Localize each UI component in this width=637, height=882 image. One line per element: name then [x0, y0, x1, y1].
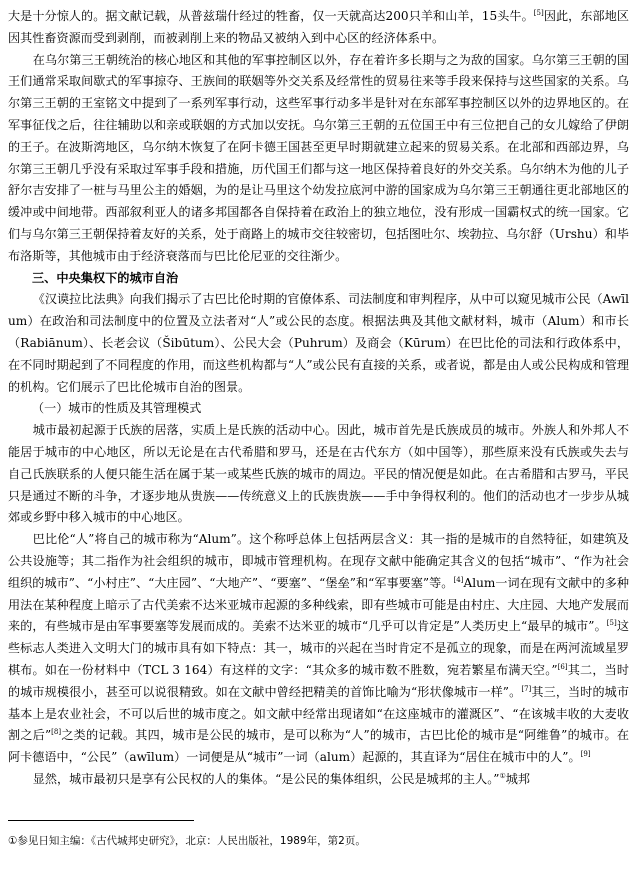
section-heading: 三、中央集权下的城市自治 — [32, 270, 179, 285]
subsection-heading: （一）城市的性质及其管理模式 — [32, 401, 202, 416]
citation-9: [9] — [580, 750, 591, 759]
footnote: ①参见日知主编：《古代城邦史研究》，北京：人民出版社，1989年，第2页。 — [8, 835, 366, 847]
paragraph-city-origin: 城市最初起源于氏族的居落，实质上是氏族的活动中心。因此，城市首先是氏族成员的城市。外族人和外邦人不能居于城市的中心地区，所以无论是在古代希腊和罗马，还是在古代东方（如中国等），那些原来没有氏族或失去与自己氏族联系的人便只能生活在属于某一或某些氏族的城市的周边。平民的情况便是如此。在古希腊和古罗马，平民只是通过不断的斗争，才逐步地从贵族——传统意义上的氏族贵族——手中争得权利的。他们的活动也才一步步从城郊或乡野中移入城市的中心地区。 — [8, 423, 629, 525]
citation-8: [8] — [51, 728, 62, 737]
paragraph-alum: 巴比伦“人”将自己的城市称为“Alum”。这个称呼总体上包括两层含义：其一指的是城市的自然特征，如建筑及公共设施等；其二指作为社会组织的城市，即城市管理机构。在现存文献中能确定其含义的包括“城市”、“作为社会组织的城市”、“小村庄”、“大庄园”、“大地产”、“要塞”、“堡垒”和“军事要塞”等。[4]Alum一词在现有文献中的多种用法在某种程度上暗示了古代美索不达米亚城市起源的多种线索，即有些城市可能是由村庄、大庄园、大地产发展而来的，有些城市是由军事要塞等发展而成的。美索不达米亚的城市“几乎可以肯定是”人类历史上“最早的城市”。[5]这些标志人类进入文明大门的城市具有如下特点：其一，城市的兴起在当时肯定不是孤立的现象，而是在两河流域星罗棋布。如在一份材料中（TCL 3 164）有这样的文字：“其众多的城市数不胜数，宛若繁星布满天空。”[6]其二，当时的城市规模很小，甚至可以说很精致。如在文献中曾经把精美的首饰比喻为“形状像城市一样”。[7]其三，当时的城市基本上是农业社会，不可以后世的城市度之。如文献中经常出现诸如“在这座城市的灌溉区”、“在该城丰收的大麦收割之后”[8]之类的记载。其四，城市是公民的城市，是可以称为“人”的城市，古巴比伦的城市是“阿维鲁”的城市。在阿卡德语中，“公民”（awīlum）一词便是从“城市”一词（alum）起源的，其直译为“居住在城市中的人”。[9] — [8, 532, 629, 765]
citation-7: [7] — [521, 684, 532, 693]
citation-5: [5] — [533, 8, 544, 17]
citation-5: [5] — [606, 619, 617, 628]
citation-6: [6] — [557, 662, 568, 671]
citation-4: [4] — [453, 575, 464, 584]
paragraph-hammurabi-code: 《汉谟拉比法典》向我们揭示了古巴比伦时期的官僚体系、司法制度和审判程序，从中可以窥见城市公民（Awīlum）在政治和司法制度中的位置及立法者对“人”或公民的态度。根据法典及其他文献材料，城市（Alum）和市长（Rabiānum）、长老会议（Šibūtum）、公民大会（Puhrum）及商会（Kūrum）在巴比伦的司法和行政体系中，在不同时期起到了不同程度的作用，而这些机构都与“人”或公民有直接的关系，或者说，都是由人或公民构成和管理的机构。它们展示了巴比伦城市自治的图景。 — [8, 292, 629, 394]
paragraph-livestock: 大是十分惊人的。据文献记载，从普兹瑞什经过的牲畜，仅一天就高达200只羊和山羊，15头牛。[5]因此，东部地区因其性畜资源而受到剥削，而被剥削上来的物品又被纳入到中心区的经济体系中。 — [8, 8, 630, 45]
paragraph-ur-foreign-relations: 在乌尔第三王朝统治的核心地区和其他的军事控制区以外，存在着许多长期与之为敌的国家。乌尔第三王朝的国王们通常采取间歇式的军事掠夺、王族间的联姻等外交关系及经常性的贸易往来等手段来保持与这些国家的关系。乌尔第三王朝的王室铭文中提到了一系列军事行动，这些军事行动多半是针对在东部军事控制区以外的边界地区的。在军事征伐之后，往往辅助以和亲或联姻的方式加以安抚。乌尔第三王朝的五位国王中有三位把自己的女儿嫁给了伊朗的王子。在波斯湾地区，乌尔纳木恢复了在阿卡德王国甚至更早时期就建立起来的贸易关系。在北部和西部边界，乌尔第三王朝几乎没有采取过军事手段和措施，历代国王们都与这一地区保持着良好的外交关系。乌尔纳木为他的儿子舒尔吉安排了一桩与马里公主的婚姻，为的是让马里这个幼发拉底河中游的国家成为乌尔第三王朝通往更北部地区的缓冲或中间地带。西部叙利亚人的诸多邦国都各自保持着在政治上的独立地位，没有形成一国霸权式的统一国家。它们与乌尔第三王朝保持着友好的关系，处于商路上的城市交往较密切，包括图吐尔、埃勃拉、乌尔舒（Urshu）和毕布洛斯等，其他城市由于经济衰落而与巴比伦尼亚的交往渐少。 — [8, 52, 629, 263]
document-body — [8, 6, 629, 791]
footnote-marker: ① — [499, 771, 506, 780]
paragraph-citizens: 显然，城市最初只是享有公民权的人的集体。“是公民的集体组织，公民是城邦的主人。”①城邦 — [32, 771, 531, 786]
footnote-divider — [8, 820, 194, 821]
